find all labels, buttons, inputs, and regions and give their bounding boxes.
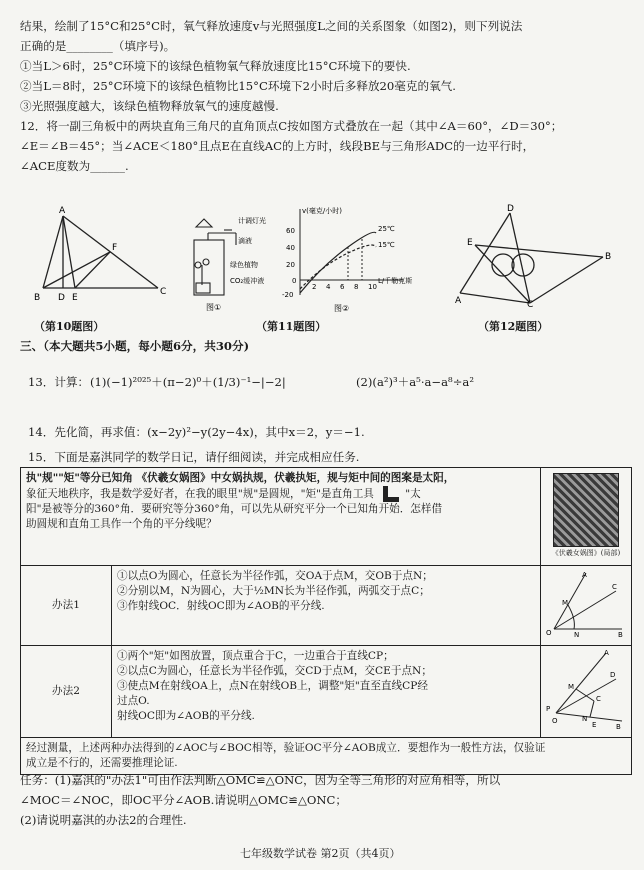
fig11-ylabel: v(毫克/小时)	[302, 207, 342, 215]
m1-fig-label: C	[612, 583, 617, 591]
method-2-step: ③使点M在射线OA上，点N在射线OB上，调整"矩"直至直线CP经	[117, 680, 428, 692]
fig11-apparatus-label: 滴液	[238, 237, 252, 245]
m2-fig-label: C	[596, 695, 601, 703]
diary-line: 阳"是被等分的360°角．要研究等分360°角，可以先从研究平分一个已知角开始．怎样借	[26, 503, 443, 515]
m1-fig-label: M	[562, 599, 569, 607]
fig11-apparatus-label: CO₂缓冲液	[230, 277, 265, 285]
m2-fig-label: A	[604, 649, 609, 657]
diary-table	[20, 467, 632, 775]
fig10-label: B	[34, 293, 41, 303]
m2-fig-label: N	[582, 715, 588, 723]
fig11-ytick: 60	[286, 227, 295, 235]
figure-10	[28, 208, 178, 308]
method-1-step: ①以点O为圆心，任意长为半径作弧，交OA于点M，交OB于点N；	[117, 570, 433, 582]
q11-option-2: ②当L＝8时，25°C环境下的该绿色植物比15°C环境下2小时后多释放20毫克的氧气.	[20, 79, 456, 93]
conclusion-line: 经过测量，上述两种办法得到的∠AOC与∠BOC相等，验证OC平分∠AOB成立．要想作为一般性方法，仅验证	[26, 742, 546, 754]
page-footer: 七年级数学试卷 第2页（共4页）	[240, 847, 401, 860]
fig10-caption: （第10题图）	[34, 320, 105, 333]
fig11-xtick: 4	[326, 283, 331, 291]
fig11-ytick: -20	[282, 291, 294, 299]
fig11-xtick: 10	[368, 283, 377, 291]
method-1-steps	[112, 566, 541, 646]
fig11-caption: （第11题图）	[256, 320, 327, 333]
q11-option-1: ①当L＞6时，25°C环境下的该绿色植物氧气释放速度比15°C环境下的要快.	[20, 59, 411, 73]
method-2-figure	[546, 649, 626, 729]
fig12-label: A	[455, 296, 462, 306]
fig11-ytick: 20	[286, 261, 295, 269]
q13-part2: (2)(a²)³＋a⁵·a−a⁸÷a²	[356, 375, 474, 389]
task-line-3: (2)请说明嘉淇的办法2的合理性.	[20, 813, 187, 827]
q11-line1: 结果，绘制了15°C和25°C时，氧气释放速度v与光照强度L之间的关系图象（如图2)，则下列说法	[20, 19, 523, 33]
fig11-ytick: 0	[292, 277, 297, 285]
m1-fig-label: O	[546, 629, 552, 637]
fig11-xtick: 6	[340, 283, 345, 291]
m1-fig-label: N	[574, 631, 580, 639]
fig12-label: C	[527, 300, 534, 310]
method-2-name: 办法2	[21, 646, 112, 738]
q14-text: 14．先化简，再求值：(x−2y)²−y(2y−4x)，其中x＝2，y＝−1.	[28, 425, 365, 439]
q15-intro: 15．下面是嘉淇同学的数学日记，请仔细阅读，并完成相应任务.	[28, 450, 360, 464]
figure-11-apparatus	[188, 215, 273, 315]
image-cell	[541, 468, 632, 566]
m2-fig-label: D	[610, 671, 616, 679]
fig10-label: E	[72, 293, 78, 303]
fig11-xlabel: L/千勒克斯	[378, 277, 413, 285]
fig12-label: E	[467, 238, 473, 248]
fig11-apparatus-label: 计调灯光	[238, 217, 266, 225]
m2-fig-label: M	[568, 683, 575, 691]
fig10-label: F	[112, 243, 118, 253]
fig11-apparatus-label: 绿色植物	[230, 261, 258, 269]
method-1-figure	[546, 569, 626, 637]
section-3-heading: 三、（本大题共5小题，每小题6分，共30分)	[20, 339, 250, 353]
method-2-steps	[112, 646, 541, 738]
fig12-label: B	[605, 252, 612, 262]
fig11-series-label: 15℃	[378, 241, 395, 249]
fig12-caption: （第12题图）	[478, 320, 549, 333]
fig11-series-label: 25℃	[378, 225, 395, 233]
method-2-step: 过点O.	[117, 695, 150, 707]
q13-label: 13．计算：	[28, 375, 90, 389]
fig10-label: C	[160, 287, 167, 297]
q12-line2: ∠E＝∠B＝45°；当∠ACE＜180°且点E在直线AC的上方时，线段BE与三角形ADC的一边平行时，	[20, 139, 535, 153]
m2-fig-label: O	[552, 717, 558, 725]
painting-caption: 《伏羲女娲图》(局部)	[551, 549, 621, 557]
m2-fig-label: B	[616, 723, 621, 731]
task-line-1: 任务：(1)嘉淇的"办法1"可由作法判断△OMC≌△ONC，因为全等三角形的对应角相等，所以	[20, 773, 501, 787]
diary-line: 执"规""矩"等分已知角 《伏羲女娲图》中女娲执规，伏羲执矩，规与矩中间的图案是太阳，	[26, 472, 455, 484]
fig11-sub2: 图②	[334, 304, 350, 313]
method-1-step: ③作射线OC．射线OC即为∠AOB的平分线.	[117, 600, 325, 612]
fig11-xtick: 8	[354, 283, 359, 291]
conclusion-line: 成立是不行的，还需要推理论证.	[26, 757, 178, 769]
figure-11-graph	[278, 205, 418, 315]
fig11-ytick: 40	[286, 244, 295, 252]
m2-fig-label: E	[592, 721, 597, 729]
conclusion-cell	[21, 738, 632, 775]
figure-12	[455, 203, 615, 308]
q12-line3: ∠ACE度数为______.	[20, 159, 129, 173]
fig12-label: D	[507, 204, 514, 214]
fig11-sub1: 图①	[206, 303, 222, 312]
q11-line2: 正确的是________（填序号)。	[20, 39, 176, 53]
q12-line1: 12．将一副三角板中的两块直角三角尺的直角顶点C按如图方式叠放在一起（其中∠A＝60°，∠D＝30°；	[20, 119, 563, 133]
fig10-label: D	[58, 293, 65, 303]
method-1-step: ②分别以M，N为圆心，大于½MN长为半径作弧，两弧交于点C；	[117, 585, 430, 597]
method-1-name: 办法1	[21, 566, 112, 646]
diary-line: 助圆规和直角工具作一个角的平分线呢？	[26, 518, 217, 530]
task-line-2: ∠MOC＝∠NOC，即OC平分∠AOB.请说明△OMC≌△ONC；	[20, 793, 348, 807]
q13-part1: (1)(−1)²⁰²⁵＋(π−2)⁰＋(1/3)⁻¹−|−2|	[90, 375, 286, 389]
q11-option-3: ③光照强度越大，该绿色植物释放氧气的速度越慢.	[20, 99, 279, 113]
painting-image	[553, 473, 619, 547]
method-2-step: ②以点C为圆心，任意长为半径作弧，交CD于点M，交CE于点N；	[117, 665, 432, 677]
method-2-step: ①两个"矩"如图放置，顶点重合于C，一边重合于直线CP；	[117, 650, 394, 662]
method-1-figure-cell	[541, 566, 632, 646]
method-2-figure-cell	[541, 646, 632, 738]
m1-fig-label: B	[618, 631, 623, 639]
diary-line: 象征天地秩序，我是数学爱好者，在我的眼里"规"是圆规，"矩"是直角工具 "太	[26, 488, 421, 500]
diary-intro-cell	[21, 468, 541, 566]
m1-fig-label: A	[582, 571, 587, 579]
m2-fig-label: P	[546, 705, 551, 713]
method-2-step: 射线OC即为∠AOB的平分线.	[117, 710, 255, 722]
fig10-label: A	[59, 206, 66, 216]
fig11-xtick: 2	[312, 283, 317, 291]
l-shape-icon	[383, 486, 399, 502]
